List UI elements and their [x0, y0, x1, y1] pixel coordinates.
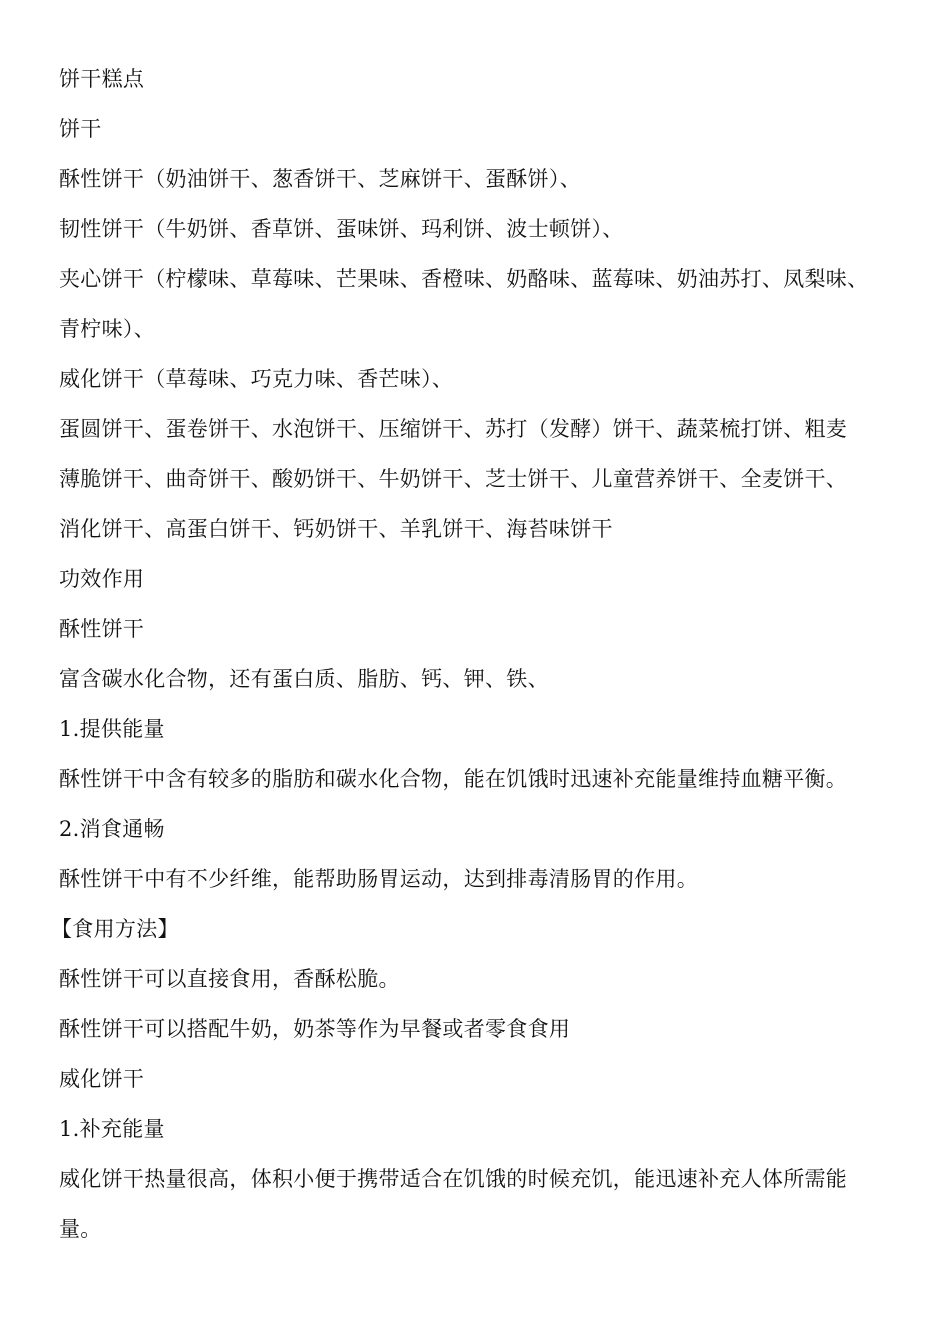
- paragraph-line: 蛋圆饼干、蛋卷饼干、水泡饼干、压缩饼干、苏打（发酵）饼干、蔬菜梳打饼、粗麦: [59, 417, 848, 441]
- paragraph-line: 酥性饼干可以搭配牛奶，奶茶等作为早餐或者零食食用: [59, 1017, 571, 1041]
- paragraph-line: 薄脆饼干、曲奇饼干、酸奶饼干、牛奶饼干、芝士饼干、儿童营养饼干、全麦饼干、: [59, 467, 848, 491]
- paragraph-line: 夹心饼干（柠檬味、草莓味、芒果味、香橙味、奶酪味、蓝莓味、奶油苏打、凤梨味、: [59, 267, 869, 291]
- section-title: 饼干糕点: [59, 67, 145, 91]
- subsection-title: 威化饼干: [59, 1067, 145, 1091]
- numbered-heading: 2.消食通畅: [59, 817, 165, 841]
- document-body: [51, 59, 901, 1259]
- paragraph-line: 消化饼干、高蛋白饼干、钙奶饼干、羊乳饼干、海苔味饼干: [59, 517, 613, 541]
- paragraph-line: 酥性饼干（奶油饼干、葱香饼干、芝麻饼干、蛋酥饼）、: [59, 167, 581, 191]
- paragraph-line: 威化饼干热量很高，体积小便于携带适合在饥饿的时候充饥，能迅速补充人体所需能: [59, 1167, 848, 1191]
- paragraph-line: 富含碳水化合物，还有蛋白质、脂肪、钙、钾、铁、: [59, 667, 549, 691]
- subsection-title: 酥性饼干: [59, 617, 145, 641]
- paragraph-line: 酥性饼干可以直接食用，香酥松脆。: [59, 967, 400, 991]
- paragraph-line: 酥性饼干中有不少纤维，能帮助肠胃运动，达到排毒清肠胃的作用。: [59, 867, 698, 891]
- numbered-heading: 1.提供能量: [59, 717, 165, 741]
- paragraph-line: 青柠味）、: [59, 317, 155, 341]
- paragraph-line: 威化饼干（草莓味、巧克力味、香芒味）、: [59, 367, 454, 391]
- subsection-title: 饼干: [59, 117, 102, 141]
- paragraph-line: 量。: [59, 1217, 102, 1241]
- numbered-heading: 1.补充能量: [59, 1117, 165, 1141]
- paragraph-line: 韧性饼干（牛奶饼、香草饼、蛋味饼、玛利饼、波士顿饼）、: [59, 217, 624, 241]
- paragraph-line: 酥性饼干中含有较多的脂肪和碳水化合物，能在饥饿时迅速补充能量维持血糖平衡。: [59, 767, 848, 791]
- bracket-heading: 【食用方法】: [51, 917, 179, 941]
- section-heading: 功效作用: [59, 567, 145, 591]
